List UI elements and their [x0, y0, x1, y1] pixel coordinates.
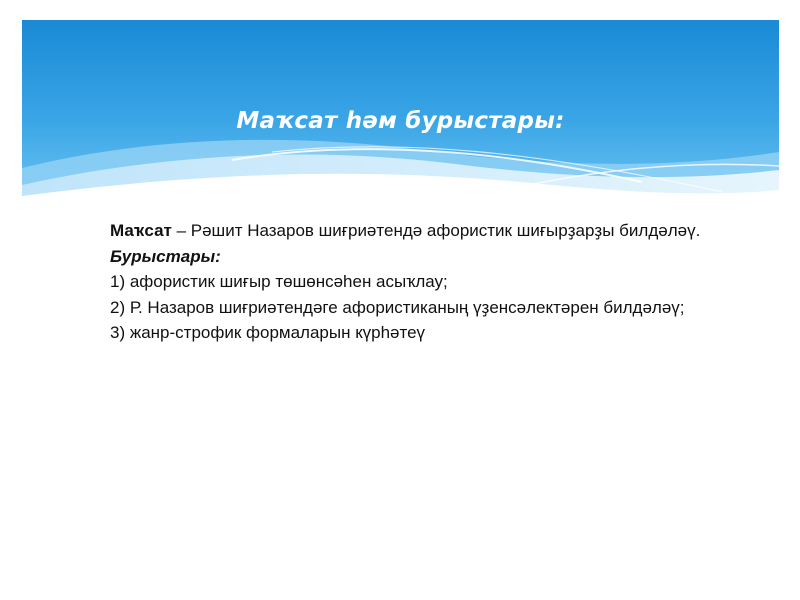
- header-banner: [22, 20, 779, 202]
- task-item-2: 2) Р. Назаров шиғриәтендәге афористиканың үҙенсәлектәрен билдәләү;: [110, 297, 685, 317]
- goal-label: Маҡсат: [110, 221, 172, 240]
- slide-title: Маҡсат һәм бурыстары:: [236, 108, 565, 134]
- task-item-1: 1) афористик шиғыр төшөнсәһен асыҡлау;: [110, 272, 448, 291]
- tasks-label: Бурыстары:: [110, 246, 221, 266]
- task-item-3: 3) жанр-строфик формаларын күрһәтеү: [110, 323, 426, 342]
- slide-body: [70, 218, 775, 346]
- goal-text: – Рәшит Назаров шиғриәтендә афористик шиғырҙарҙы билдәләү.: [171, 221, 701, 240]
- goal-paragraph: [70, 218, 775, 244]
- tasks-heading: [70, 244, 775, 270]
